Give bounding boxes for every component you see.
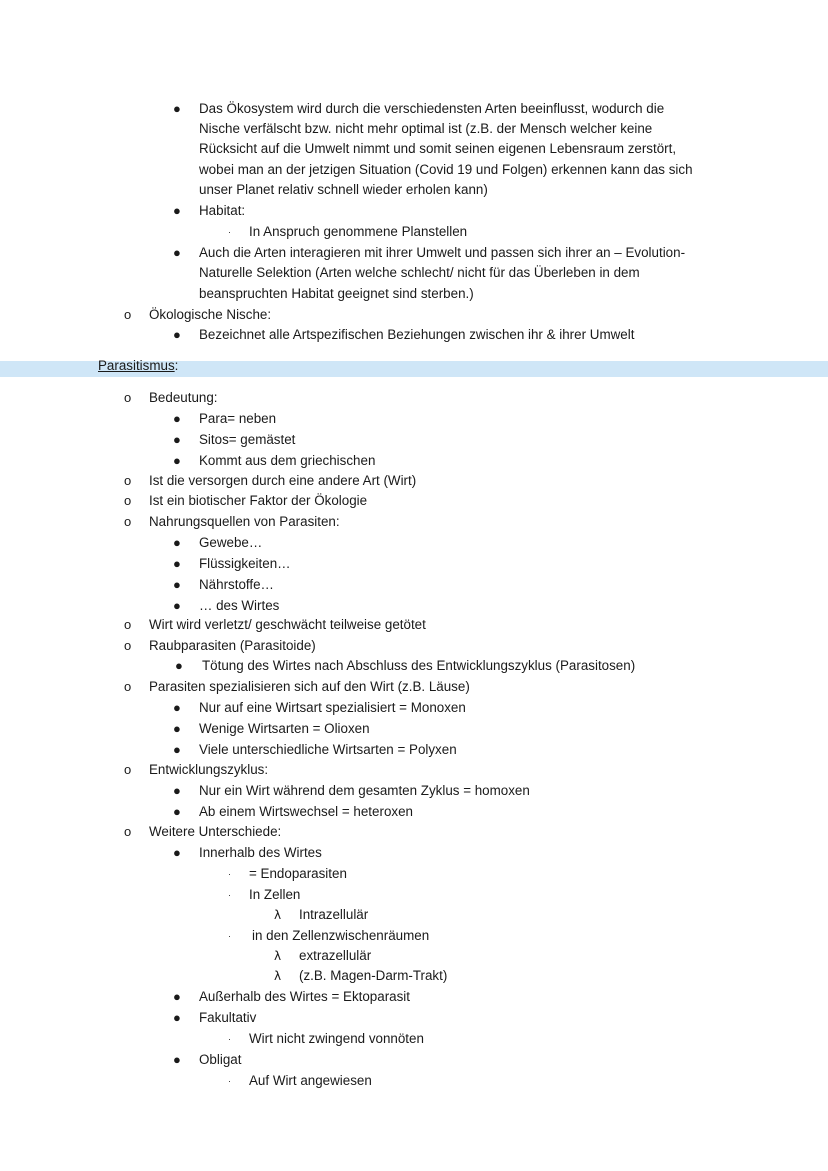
bullet-dot: · (228, 1034, 231, 1044)
bullet-disc: ● (173, 721, 181, 736)
text-line: Nur ein Wirt während dem gesamten Zyklus = homoxen (199, 783, 530, 798)
text-line: Entwicklungszyklus: (149, 762, 269, 777)
text-line: Nur auf eine Wirtsart spezialisiert = Monoxen (199, 700, 466, 715)
text-line: wobei man an der jetzigen Situation (Covid 19 und Folgen) erkennen kann das sich (199, 162, 693, 177)
text-line: Ab einem Wirtswechsel = heteroxen (199, 804, 413, 819)
text-line: Auch die Arten interagieren mit ihrer Umwelt und passen sich ihrer an – Evolution- (199, 245, 686, 260)
bullet-disc: ● (173, 845, 181, 860)
text-line: Nische verfälscht bzw. nicht mehr optimal ist (z.B. der Mensch welcher keine (199, 121, 653, 136)
bullet-dot: · (228, 869, 231, 879)
bullet-disc: ● (173, 535, 181, 550)
bullet-disc: ● (173, 598, 181, 613)
text-line: Parasiten spezialisieren sich auf den Wirt (z.B. Läuse) (149, 679, 470, 694)
text-line: = Endoparasiten (249, 866, 347, 881)
text-line: Obligat (199, 1052, 242, 1067)
bullet-disc: ● (173, 989, 181, 1004)
text-line: in den Zellenzwischenräumen (252, 928, 430, 943)
text-line: Gewebe… (199, 535, 263, 550)
bullet-circle: o (124, 679, 132, 694)
text-line: Habitat: (199, 203, 246, 218)
bullet-dot: · (228, 227, 231, 237)
text-line: (z.B. Magen-Darm-Trakt) (299, 968, 448, 983)
bullet-dot: · (228, 931, 231, 941)
bullet-circle: o (124, 617, 132, 632)
text-line: Außerhalb des Wirtes = Ektoparasit (199, 989, 410, 1004)
bullet-disc: ● (173, 804, 181, 819)
text-line: Ist die versorgen durch eine andere Art (Wirt) (149, 473, 417, 488)
bullet-lambda: λ (274, 969, 282, 983)
text-line: Weitere Unterschiede: (149, 824, 282, 839)
section-heading-title: Parasitismus (98, 358, 175, 373)
bullet-disc: ● (173, 783, 181, 798)
bullet-disc: ● (173, 556, 181, 571)
text-line: Bedeutung: (149, 390, 218, 405)
bullet-disc: ● (173, 245, 181, 260)
text-line: Flüssigkeiten… (199, 556, 291, 571)
text-line: Tötung des Wirtes nach Abschluss des Entwicklungszyklus (Parasitosen) (202, 658, 636, 673)
text-line: Innerhalb des Wirtes (199, 845, 322, 860)
bullet-disc: ● (173, 742, 181, 757)
text-line: Rücksicht auf die Umwelt nimmt und somit seinen eigenen Lebensraum zerstört, (199, 141, 677, 156)
text-line: In Zellen (249, 887, 301, 902)
bullet-disc: ● (173, 327, 181, 342)
text-line: Intrazellulär (299, 907, 369, 922)
bullet-disc: ● (173, 700, 181, 715)
bullet-circle: o (124, 762, 132, 777)
bullet-circle: o (124, 638, 132, 653)
text-line: beanspruchten Habitat geeignet sind sterben.) (199, 286, 474, 301)
text-line: Nahrungsquellen von Parasiten: (149, 514, 340, 529)
bullet-disc: ● (173, 1052, 181, 1067)
text-line: Auf Wirt angewiesen (249, 1073, 372, 1088)
text-line: Viele unterschiedliche Wirtsarten = Polyxen (199, 742, 457, 757)
text-line: Ist ein biotischer Faktor der Ökologie (149, 493, 368, 508)
text-line: In Anspruch genommene Planstellen (249, 224, 468, 239)
text-line: Das Ökosystem wird durch die verschiedensten Arten beeinflusst, wodurch die (199, 101, 665, 116)
text-line: extrazellulär (299, 948, 372, 963)
bullet-disc: ● (173, 453, 181, 468)
text-line: Naturelle Selektion (Arten welche schlecht/ nicht für das Überleben in dem (199, 265, 640, 280)
text-line: … des Wirtes (199, 598, 280, 613)
bullet-disc: ● (173, 411, 181, 426)
bullet-disc: ● (173, 432, 181, 447)
text-line: Raubparasiten (Parasitoide) (149, 638, 316, 653)
text-line: Sitos= gemästet (199, 432, 296, 447)
text-line: Ökologische Nische: (149, 307, 272, 322)
bullet-circle: o (124, 473, 132, 488)
text-line: Nährstoffe… (199, 577, 274, 592)
bullet-dot: · (228, 1076, 231, 1086)
text-line: Bezeichnet alle Artspezifischen Beziehungen zwischen ihr & ihrer Umwelt (199, 327, 635, 342)
section-heading (98, 357, 178, 375)
bullet-circle: o (124, 824, 132, 839)
bullet-disc: ● (173, 203, 181, 218)
bullet-lambda: λ (274, 908, 282, 922)
text-line: Wirt wird verletzt/ geschwächt teilweise getötet (149, 617, 426, 632)
text-line: Kommt aus dem griechischen (199, 453, 376, 468)
text-line: Wenige Wirtsarten = Olioxen (199, 721, 370, 736)
bullet-disc: ● (173, 1010, 181, 1025)
bullet-lambda: λ (274, 949, 282, 963)
bullet-circle: o (124, 307, 132, 322)
bullet-circle: o (124, 390, 132, 405)
bullet-dot: · (228, 890, 231, 900)
text-line: Fakultativ (199, 1010, 257, 1025)
text-line: unser Planet relativ schnell wieder erholen kann) (199, 182, 488, 197)
bullet-disc: ● (175, 658, 183, 673)
text-line: Wirt nicht zwingend vonnöten (249, 1031, 424, 1046)
bullet-circle: o (124, 514, 132, 529)
bullet-disc: ● (173, 577, 181, 592)
section-heading-colon: : (174, 358, 179, 373)
bullet-disc: ● (173, 101, 181, 116)
text-line: Para= neben (199, 411, 277, 426)
bullet-circle: o (124, 493, 132, 508)
